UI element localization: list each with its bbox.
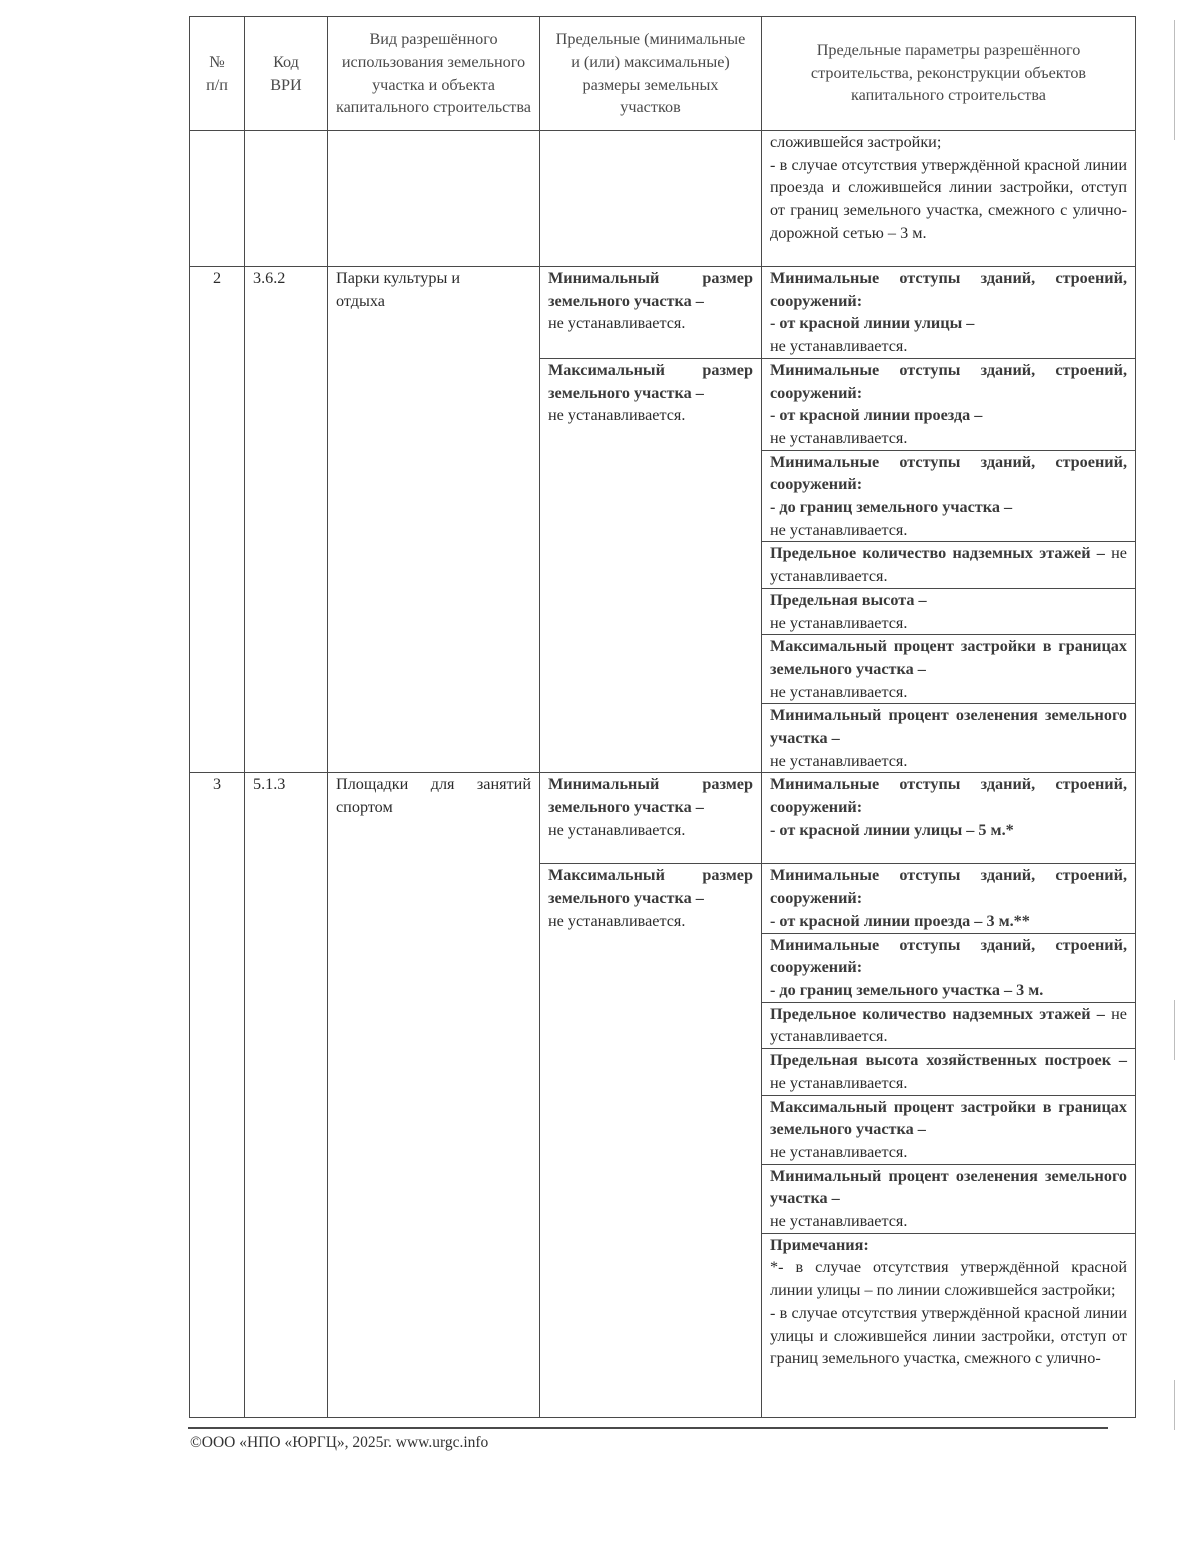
header-use-type: Вид разрешённого использования земельного участка и объекта капитального строительства <box>328 17 540 131</box>
row2-param-6-value: не устанавливается. <box>770 682 908 701</box>
row3-param-7 <box>762 1164 1136 1233</box>
row2-param-5-title: Предельная высота – <box>770 590 927 609</box>
row3-param-5-title: Предельная высота хозяйственных построек – <box>770 1051 1127 1070</box>
row3-param-2 <box>762 864 1136 933</box>
row2-param-3 <box>762 450 1136 542</box>
row3-code: 5.1.3 <box>245 773 328 1417</box>
row3-param-3-body: - до границ земельного участка – 3 м. <box>770 980 1044 999</box>
row3-param-6-value: не устанавливается. <box>770 1142 908 1161</box>
row3-param-2-body: - от красной линии проезда – 3 м.** <box>770 911 1030 930</box>
page-footer: ©ООО «НПО «ЮРГЦ», 2025г. www.urgc.info <box>190 1434 489 1451</box>
scan-edge-mark <box>1174 1380 1175 1430</box>
row2-param-4 <box>762 542 1136 588</box>
row3-max-size-value: не устанавливается. <box>548 911 686 930</box>
header-row <box>190 17 1136 131</box>
row2-min-size-value: не устанавливается. <box>548 314 686 333</box>
row3-param-5-value: не устанавливается. <box>770 1073 908 1092</box>
header-sizes: Предельные (минимальные и (или) максимальные) размеры земельных участков <box>540 17 762 131</box>
row3-param-7-title: Минимальный процент озеленения земельного участка – <box>770 1166 1127 1208</box>
row3-param-4-value: не устанавливается. <box>770 1004 1127 1046</box>
continuation-params <box>762 131 1136 267</box>
row2-no: 2 <box>190 267 245 773</box>
row3-param-4-title: Предельное количество надземных этажей – <box>770 1004 1105 1023</box>
row2-param-2-body: - от красной линии проезда – <box>770 406 983 425</box>
row2-param-6 <box>762 635 1136 704</box>
row2-use: Парки культуры и отдыха <box>328 267 540 773</box>
continuation-line-2: - в случае отсутствия утверждённой красной линии проезда и сложившейся линии застройки, отступ от границ земельного участка, смежного с улично-дорожной сетью – 3 м. <box>770 155 1127 242</box>
row2-param-1-title: Минимальные отступы зданий, строений, сооружений: <box>770 269 1127 310</box>
row3-notes-2: - в случае отсутствия утверждённой красной линии улицы и сложившейся линии застройки, отступ от границ земельного участка, смежного с улично- <box>770 1303 1127 1368</box>
row3-notes-1: *- в случае отсутствия утверждённой красной линии улицы – по линии сложившейся застройки; <box>770 1258 1127 1300</box>
row2-param-5 <box>762 588 1136 634</box>
header-code: Код ВРИ <box>245 17 328 131</box>
row2-param-7-title: Минимальный процент озеленения земельного участка – <box>770 706 1127 748</box>
row2-param-1 <box>762 267 1136 359</box>
row2-param-1-body: - от красной линии улицы – <box>770 314 975 333</box>
row3-use: Площадки для занятий спортом <box>328 773 540 1417</box>
header-no: № п/п <box>190 17 245 131</box>
continuation-row <box>190 131 1136 267</box>
land-use-regulations-table <box>189 16 1136 1418</box>
table-row-2 <box>190 267 1136 359</box>
row3-param-7-value: не устанавливается. <box>770 1212 908 1231</box>
row3-param-6 <box>762 1095 1136 1164</box>
row2-param-3-value: не устанавливается. <box>770 520 908 539</box>
row3-param-1 <box>762 773 1136 864</box>
row2-param-1-value: не устанавливается. <box>770 337 908 356</box>
row3-param-6-title: Максимальный процент застройки в границах земельного участка – <box>770 1097 1127 1139</box>
row3-max-size <box>540 864 762 1417</box>
row2-param-2-title: Минимальные отступы зданий, строений, сооружений: <box>770 360 1127 402</box>
row3-min-size-value: не устанавливается. <box>548 820 686 839</box>
row2-min-size-title: Минимальный размер земельного участка – <box>548 269 753 310</box>
row3-param-4 <box>762 1002 1136 1048</box>
row3-param-3-title: Минимальные отступы зданий, строений, сооружений: <box>770 935 1127 977</box>
row2-param-3-title: Минимальные отступы зданий, строений, сооружений: <box>770 452 1127 494</box>
continuation-code <box>245 131 328 267</box>
scan-edge-mark <box>1174 1000 1175 1060</box>
row3-param-1-title: Минимальные отступы зданий, строений, сооружений: <box>770 775 1127 817</box>
row2-param-5-value: не устанавливается. <box>770 613 908 632</box>
row2-code: 3.6.2 <box>245 267 328 773</box>
continuation-sizes <box>540 131 762 267</box>
row2-param-7 <box>762 704 1136 773</box>
row2-param-4-value: не устанавливается. <box>770 544 1127 586</box>
row2-param-4-title: Предельное количество надземных этажей – <box>770 544 1105 563</box>
continuation-no <box>190 131 245 267</box>
row2-param-3-body: - до границ земельного участка – <box>770 498 1013 517</box>
table-row-3 <box>190 773 1136 864</box>
row2-min-size <box>540 267 762 359</box>
continuation-line-1: сложившейся застройки; <box>770 133 942 151</box>
row2-max-size <box>540 358 762 773</box>
row3-notes-title: Примечания: <box>770 1235 869 1254</box>
footer-divider <box>188 1427 1108 1429</box>
row3-min-size-title: Минимальный размер земельного участка – <box>548 775 753 817</box>
row2-max-size-title: Максимальный размер земельного участка – <box>548 360 753 402</box>
row3-param-2-title: Минимальные отступы зданий, строений, сооружений: <box>770 866 1127 908</box>
row3-max-size-title: Максимальный размер земельного участка – <box>548 866 753 908</box>
row2-param-7-value: не устанавливается. <box>770 751 908 770</box>
row3-no: 3 <box>190 773 245 1417</box>
row2-max-size-value: не устанавливается. <box>548 406 686 425</box>
scan-edge-mark <box>1174 20 1175 140</box>
row3-param-3 <box>762 933 1136 1002</box>
row3-notes <box>762 1233 1136 1417</box>
row2-param-2 <box>762 358 1136 450</box>
header-params: Предельные параметры разрешённого строительства, реконструкции объектов капитального строительства <box>762 17 1136 131</box>
continuation-use <box>328 131 540 267</box>
row2-param-6-title: Максимальный процент застройки в границах земельного участка – <box>770 637 1127 678</box>
row3-min-size <box>540 773 762 864</box>
row3-param-5 <box>762 1049 1136 1095</box>
row2-param-2-value: не устанавливается. <box>770 428 908 447</box>
row3-param-1-body: - от красной линии улицы – 5 м.* <box>770 820 1014 839</box>
